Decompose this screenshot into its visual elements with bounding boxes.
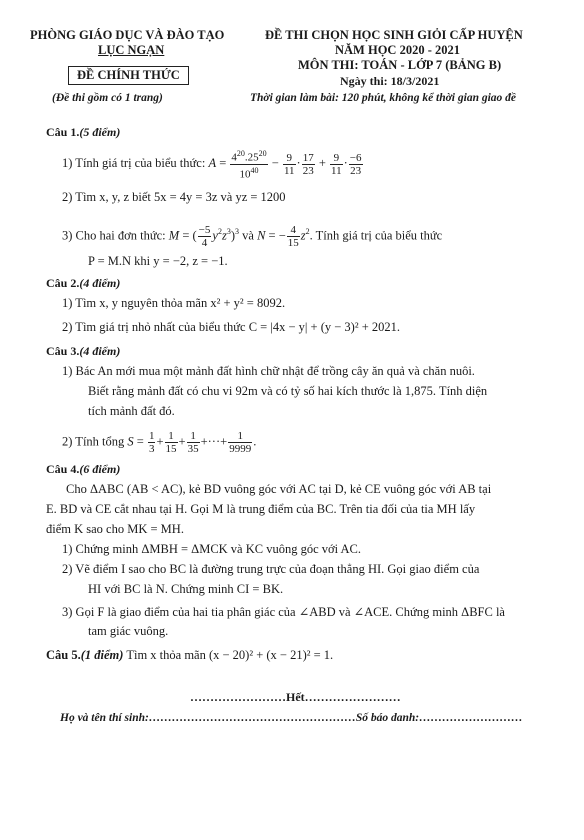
question-5: Câu 5.(1 điểm) Tìm x thỏa mãn (x − 20)² + (x − 21)² = 1. bbox=[46, 648, 334, 662]
question-4-title: Câu 4.(6 điểm) bbox=[46, 462, 121, 476]
question-2-part-2: 2) Tìm giá trị nhỏ nhất của biểu thức C = |4x − y| + (y − 3)² + 2021. bbox=[62, 320, 400, 334]
department-name: PHÒNG GIÁO DỤC VÀ ĐÀO TẠO bbox=[30, 28, 225, 42]
question-4-part-3-line-2: tam giác vuông. bbox=[88, 624, 169, 638]
question-2-title: Câu 2.(4 điểm) bbox=[46, 276, 121, 290]
question-4-part-2-line-2: HI với BC là N. Chứng minh CI = BK. bbox=[88, 582, 284, 596]
question-4-intro-line-2: E. BD và CE cắt nhau tại H. Gọi M là trung điểm của BC. Trên tia đối của tia MH lấy bbox=[46, 502, 476, 516]
end-marker: ……………………Hết…………………… bbox=[190, 690, 401, 704]
exam-date: Ngày thi: 18/3/2021 bbox=[340, 74, 440, 88]
official-stamp: ĐỀ CHÍNH THỨC bbox=[68, 66, 189, 85]
question-4-part-2-line-1: 2) Vẽ điểm I sao cho BC là đường trung trực của đoạn thẳng HI. Gọi giao điểm của bbox=[62, 562, 480, 576]
question-4-part-1: 1) Chứng minh ΔMBH = ΔMCK và KC vuông góc với AC. bbox=[62, 542, 362, 556]
question-1-part-3: 3) Cho hai đơn thức: M = ( $\frac{-5}{4}$ $y^2z^3)^3$ và N = − $\frac{4}{15}$ $z^2$. Tính giá trị của biểu thức bbox=[62, 224, 443, 249]
question-3-part-1-line-3: tích mảnh đất đó. bbox=[88, 404, 175, 418]
candidate-info-line: Họ và tên thí sinh:………………………………………………Số báo danh:……………………… bbox=[60, 712, 523, 724]
question-4-intro-line-1: Cho ΔABC (AB < AC), kẻ BD vuông góc với AC tại D, kẻ CE vuông góc với AB tại bbox=[66, 482, 492, 496]
question-1-title: Câu 1.(5 điểm) bbox=[46, 125, 121, 139]
question-1-part-1: 1) Tính giá trị của biểu thức: A = $\frac{4^{20}.25^{20}}{10^{40}}$ − $\frac{9}{11}$ · $\frac{17}{23}$ + $\frac{9}{11}$ · $\frac{-6}{23}$ bbox=[62, 149, 362, 181]
district-name: LỤC NGẠN bbox=[98, 43, 165, 57]
question-3-part-2: 2) Tính tổng S = $\frac{1}{3}$ + $\frac{1}{15}$ + $\frac{1}{35}$ +···+ $\frac{1}{9999}$ . bbox=[62, 430, 257, 455]
exam-title: ĐỀ THI CHỌN HỌC SINH GIỎI CẤP HUYỆN bbox=[265, 28, 523, 42]
question-3-title: Câu 3.(4 điểm) bbox=[46, 344, 121, 358]
question-1-part-3-line-2: P = M.N khi y = −2, z = −1. bbox=[88, 254, 228, 268]
question-3-part-1-line-1: 1) Bác An mới mua một mảnh đất hình chữ nhật để trồng cây ăn quả và chăn nuôi. bbox=[62, 364, 475, 378]
question-1-part-2: 2) Tìm x, y, z biết 5x = 4y = 3z và yz = 1200 bbox=[62, 190, 286, 204]
time-note: Thời gian làm bài: 120 phút, không kể thời gian giao đề bbox=[250, 92, 517, 104]
question-4-part-3-line-1: 3) Gọi F là giao điểm của hai tia phân giác của ∠ABD và ∠ACE. Chứng minh ΔBFC là bbox=[62, 605, 505, 619]
subject: MÔN THI: TOÁN - LỚP 7 (BẢNG B) bbox=[298, 58, 502, 72]
school-year: NĂM HỌC 2020 - 2021 bbox=[335, 43, 460, 57]
question-4-intro-line-3: điểm K sao cho MK = MH. bbox=[46, 522, 184, 536]
question-3-part-1-line-2: Biết rằng mảnh đất có chu vi 92m và có tỷ số hai kích thước là 1,875. Tính diện bbox=[88, 384, 488, 398]
question-2-part-1: 1) Tìm x, y nguyên thỏa mãn x² + y² = 8092. bbox=[62, 296, 286, 310]
pages-note: (Đề thi gồm có 1 trang) bbox=[52, 92, 163, 104]
